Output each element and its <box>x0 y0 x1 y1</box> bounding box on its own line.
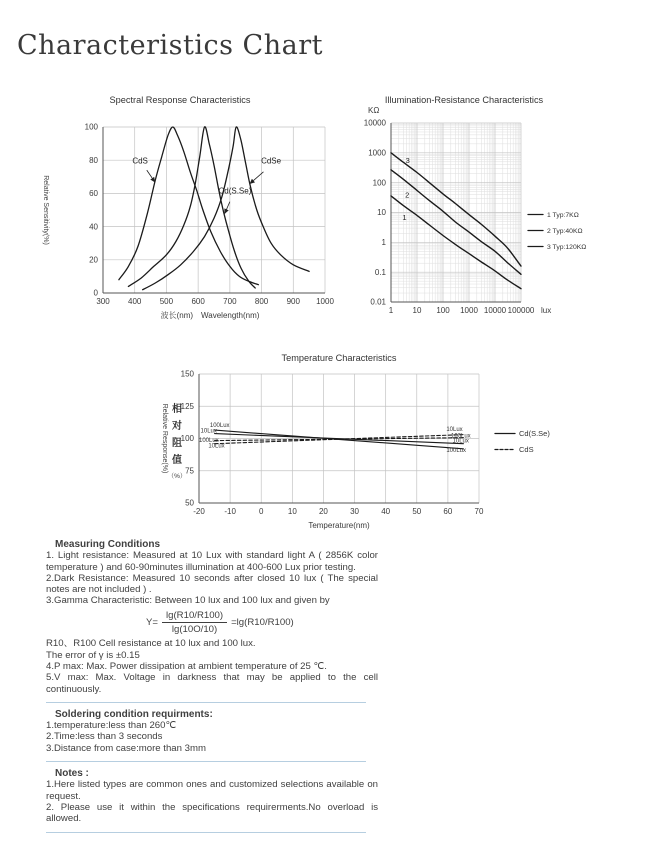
soldering-heading: Soldering condition requirments: <box>55 708 213 720</box>
measuring-item-1: 1. Light resistance: Measured at 10 Lux with standard light A ( 2856K color temperature ) and 60-90minutes illumination at 400-600 Lux prior testing. <box>46 550 378 573</box>
svg-text:Temperature(nm): Temperature(nm) <box>308 521 370 530</box>
soldering-item-3: 3.Distance from case:more than 3mm <box>46 742 206 754</box>
svg-text:lux: lux <box>541 306 552 315</box>
section-soldering <box>46 709 378 754</box>
soldering-item-1: 1.temperature:less than 260℃ <box>46 720 177 732</box>
annotation-arrow <box>225 202 230 214</box>
svg-text:CdS: CdS <box>132 156 148 166</box>
notes-item-1: 1.Here listed types are common ones and customized selections available on request. <box>46 779 378 802</box>
measuring-item-3: 3.Gamma Characteristic: Between 10 lux and 100 lux and given by <box>46 595 330 607</box>
svg-text:10: 10 <box>287 507 297 516</box>
svg-text:100Lux: 100Lux <box>446 447 467 454</box>
spectral-response-chart <box>30 90 340 330</box>
svg-text:60: 60 <box>89 189 98 199</box>
svg-text:0.01: 0.01 <box>370 297 386 307</box>
svg-text:Cd(S.Se): Cd(S.Se) <box>218 186 252 196</box>
svg-text:75: 75 <box>185 466 194 476</box>
svg-text:2: 2 <box>405 190 410 200</box>
svg-text:1000: 1000 <box>368 148 386 158</box>
formula-lhs: Y= <box>146 616 159 628</box>
svg-text:500: 500 <box>159 297 174 306</box>
spectral-plot <box>42 95 334 320</box>
svg-text:40: 40 <box>381 507 391 516</box>
svg-text:100: 100 <box>372 178 386 188</box>
svg-text:100000: 100000 <box>507 306 535 315</box>
svg-text:阻: 阻 <box>172 438 182 449</box>
svg-text:30: 30 <box>350 507 360 516</box>
svg-text:10Lux: 10Lux <box>446 427 463 434</box>
svg-text:3 Typ:120KΩ: 3 Typ:120KΩ <box>547 244 587 251</box>
illumination-plot <box>364 95 587 315</box>
svg-text:Spectral Response Characterist: Spectral Response Characteristics <box>109 95 251 105</box>
svg-text:波长(nm) Wavelength(nm): 波长(nm) Wavelength(nm) <box>160 311 260 320</box>
notes-heading: Notes : <box>55 768 89 780</box>
svg-text:（%）: （%） <box>167 473 187 480</box>
section-divider <box>46 761 366 762</box>
svg-text:相: 相 <box>172 404 182 415</box>
svg-text:40: 40 <box>89 222 98 232</box>
grid <box>103 127 325 293</box>
svg-text:400: 400 <box>128 297 142 306</box>
series-Cd(S.Se) 100Lux <box>215 430 464 449</box>
section-notes <box>46 768 378 824</box>
svg-text:10: 10 <box>412 306 422 315</box>
svg-text:100: 100 <box>180 434 194 444</box>
svg-text:900: 900 <box>286 297 300 306</box>
illumination-resistance-chart <box>340 90 668 325</box>
legend <box>528 212 586 251</box>
measuring-item-5: The error of γ is ±0.15 <box>46 649 140 661</box>
svg-text:1: 1 <box>402 213 407 223</box>
svg-text:0: 0 <box>258 507 264 516</box>
annotation-arrow <box>147 170 155 182</box>
svg-text:125: 125 <box>180 401 194 411</box>
svg-text:600: 600 <box>191 297 205 306</box>
svg-text:20: 20 <box>89 255 98 265</box>
legend <box>495 429 550 454</box>
measuring-item-6: 4.P max: Max. Power dissipation at ambient temperature of 25 ℃. <box>46 660 327 672</box>
svg-text:CdSe: CdSe <box>261 156 282 166</box>
text-column <box>46 539 378 839</box>
svg-text:300: 300 <box>96 297 110 306</box>
formula-fraction <box>162 610 227 636</box>
svg-text:Relative Response(%): Relative Response(%) <box>161 403 168 474</box>
section-divider <box>46 702 366 703</box>
svg-text:对: 对 <box>172 421 182 432</box>
svg-text:100Lux: 100Lux <box>451 433 471 440</box>
section-measuring-conditions <box>46 539 378 695</box>
soldering-item-2: 2.Time:less than 3 seconds <box>46 731 163 743</box>
formula-denominator: lg(10O/10) <box>171 624 218 636</box>
svg-text:50: 50 <box>412 507 422 516</box>
notes-item-2: 2. Please use it within the specifications requirerments.No overload is allowed. <box>46 801 378 825</box>
series-CdSe <box>143 127 310 290</box>
measuring-conditions-heading: Measuring Conditions <box>55 539 160 550</box>
svg-text:80: 80 <box>89 155 98 165</box>
svg-text:1: 1 <box>388 306 394 315</box>
svg-text:1 Typ:7KΩ: 1 Typ:7KΩ <box>547 212 579 219</box>
svg-text:0: 0 <box>93 288 98 298</box>
svg-text:700: 700 <box>223 297 237 306</box>
svg-text:100Lux: 100Lux <box>199 437 219 444</box>
svg-text:20: 20 <box>318 507 328 516</box>
svg-text:10Lux: 10Lux <box>452 438 469 445</box>
svg-text:1: 1 <box>381 238 386 248</box>
gamma-formula <box>146 610 378 636</box>
svg-text:-20: -20 <box>193 507 205 516</box>
measuring-item-2: 2.Dark Resistance: Measured 10 seconds after closed 10 lux ( The special notes are not included ) . <box>46 572 378 596</box>
svg-text:Relative Sensitivity(%): Relative Sensitivity(%) <box>42 175 49 245</box>
svg-text:100Lux: 100Lux <box>209 423 230 430</box>
svg-text:KΩ: KΩ <box>368 106 380 115</box>
svg-text:70: 70 <box>474 507 484 516</box>
svg-text:2 Typ:40KΩ: 2 Typ:40KΩ <box>547 228 583 235</box>
svg-text:10Lux: 10Lux <box>200 428 217 435</box>
svg-text:1000: 1000 <box>316 297 334 306</box>
svg-text:10000: 10000 <box>483 306 507 315</box>
svg-text:150: 150 <box>180 369 194 379</box>
svg-text:Cd(S.Se): Cd(S.Se) <box>519 429 550 438</box>
svg-text:Illumination-Resistance Charac: Illumination-Resistance Characteristics <box>384 95 544 105</box>
svg-text:Temperature Characteristics: Temperature Characteristics <box>281 353 397 363</box>
svg-text:0.1: 0.1 <box>374 267 386 277</box>
section-divider <box>46 832 366 833</box>
temperature-characteristics-chart <box>148 348 593 540</box>
svg-text:CdS: CdS <box>519 445 534 454</box>
svg-text:10Lux: 10Lux <box>208 443 225 450</box>
svg-text:800: 800 <box>254 297 269 306</box>
svg-text:10000: 10000 <box>363 118 386 128</box>
series-Cd(S.Se) <box>128 127 255 288</box>
svg-text:60: 60 <box>443 507 453 516</box>
svg-text:3: 3 <box>405 156 410 166</box>
measuring-item-7: 5.V max: Max. Voltage in darkness that may be applied to the cell continuously. <box>46 672 378 695</box>
svg-text:10: 10 <box>377 208 386 218</box>
formula-numerator: lg(R10/R100) <box>162 610 227 623</box>
svg-text:-10: -10 <box>224 507 236 516</box>
formula-rhs: =lg(R10/R100) <box>231 616 294 628</box>
svg-text:50: 50 <box>185 498 194 508</box>
temperature-plot <box>161 353 550 530</box>
measuring-item-4: R10、R100 Cell resistance at 10 lux and 100 lux. <box>46 638 256 650</box>
svg-text:100: 100 <box>84 122 98 132</box>
svg-text:1000: 1000 <box>460 306 478 315</box>
svg-text:值: 值 <box>172 455 182 466</box>
page-title: Characteristics Chart <box>17 30 323 61</box>
svg-text:100: 100 <box>436 306 450 315</box>
